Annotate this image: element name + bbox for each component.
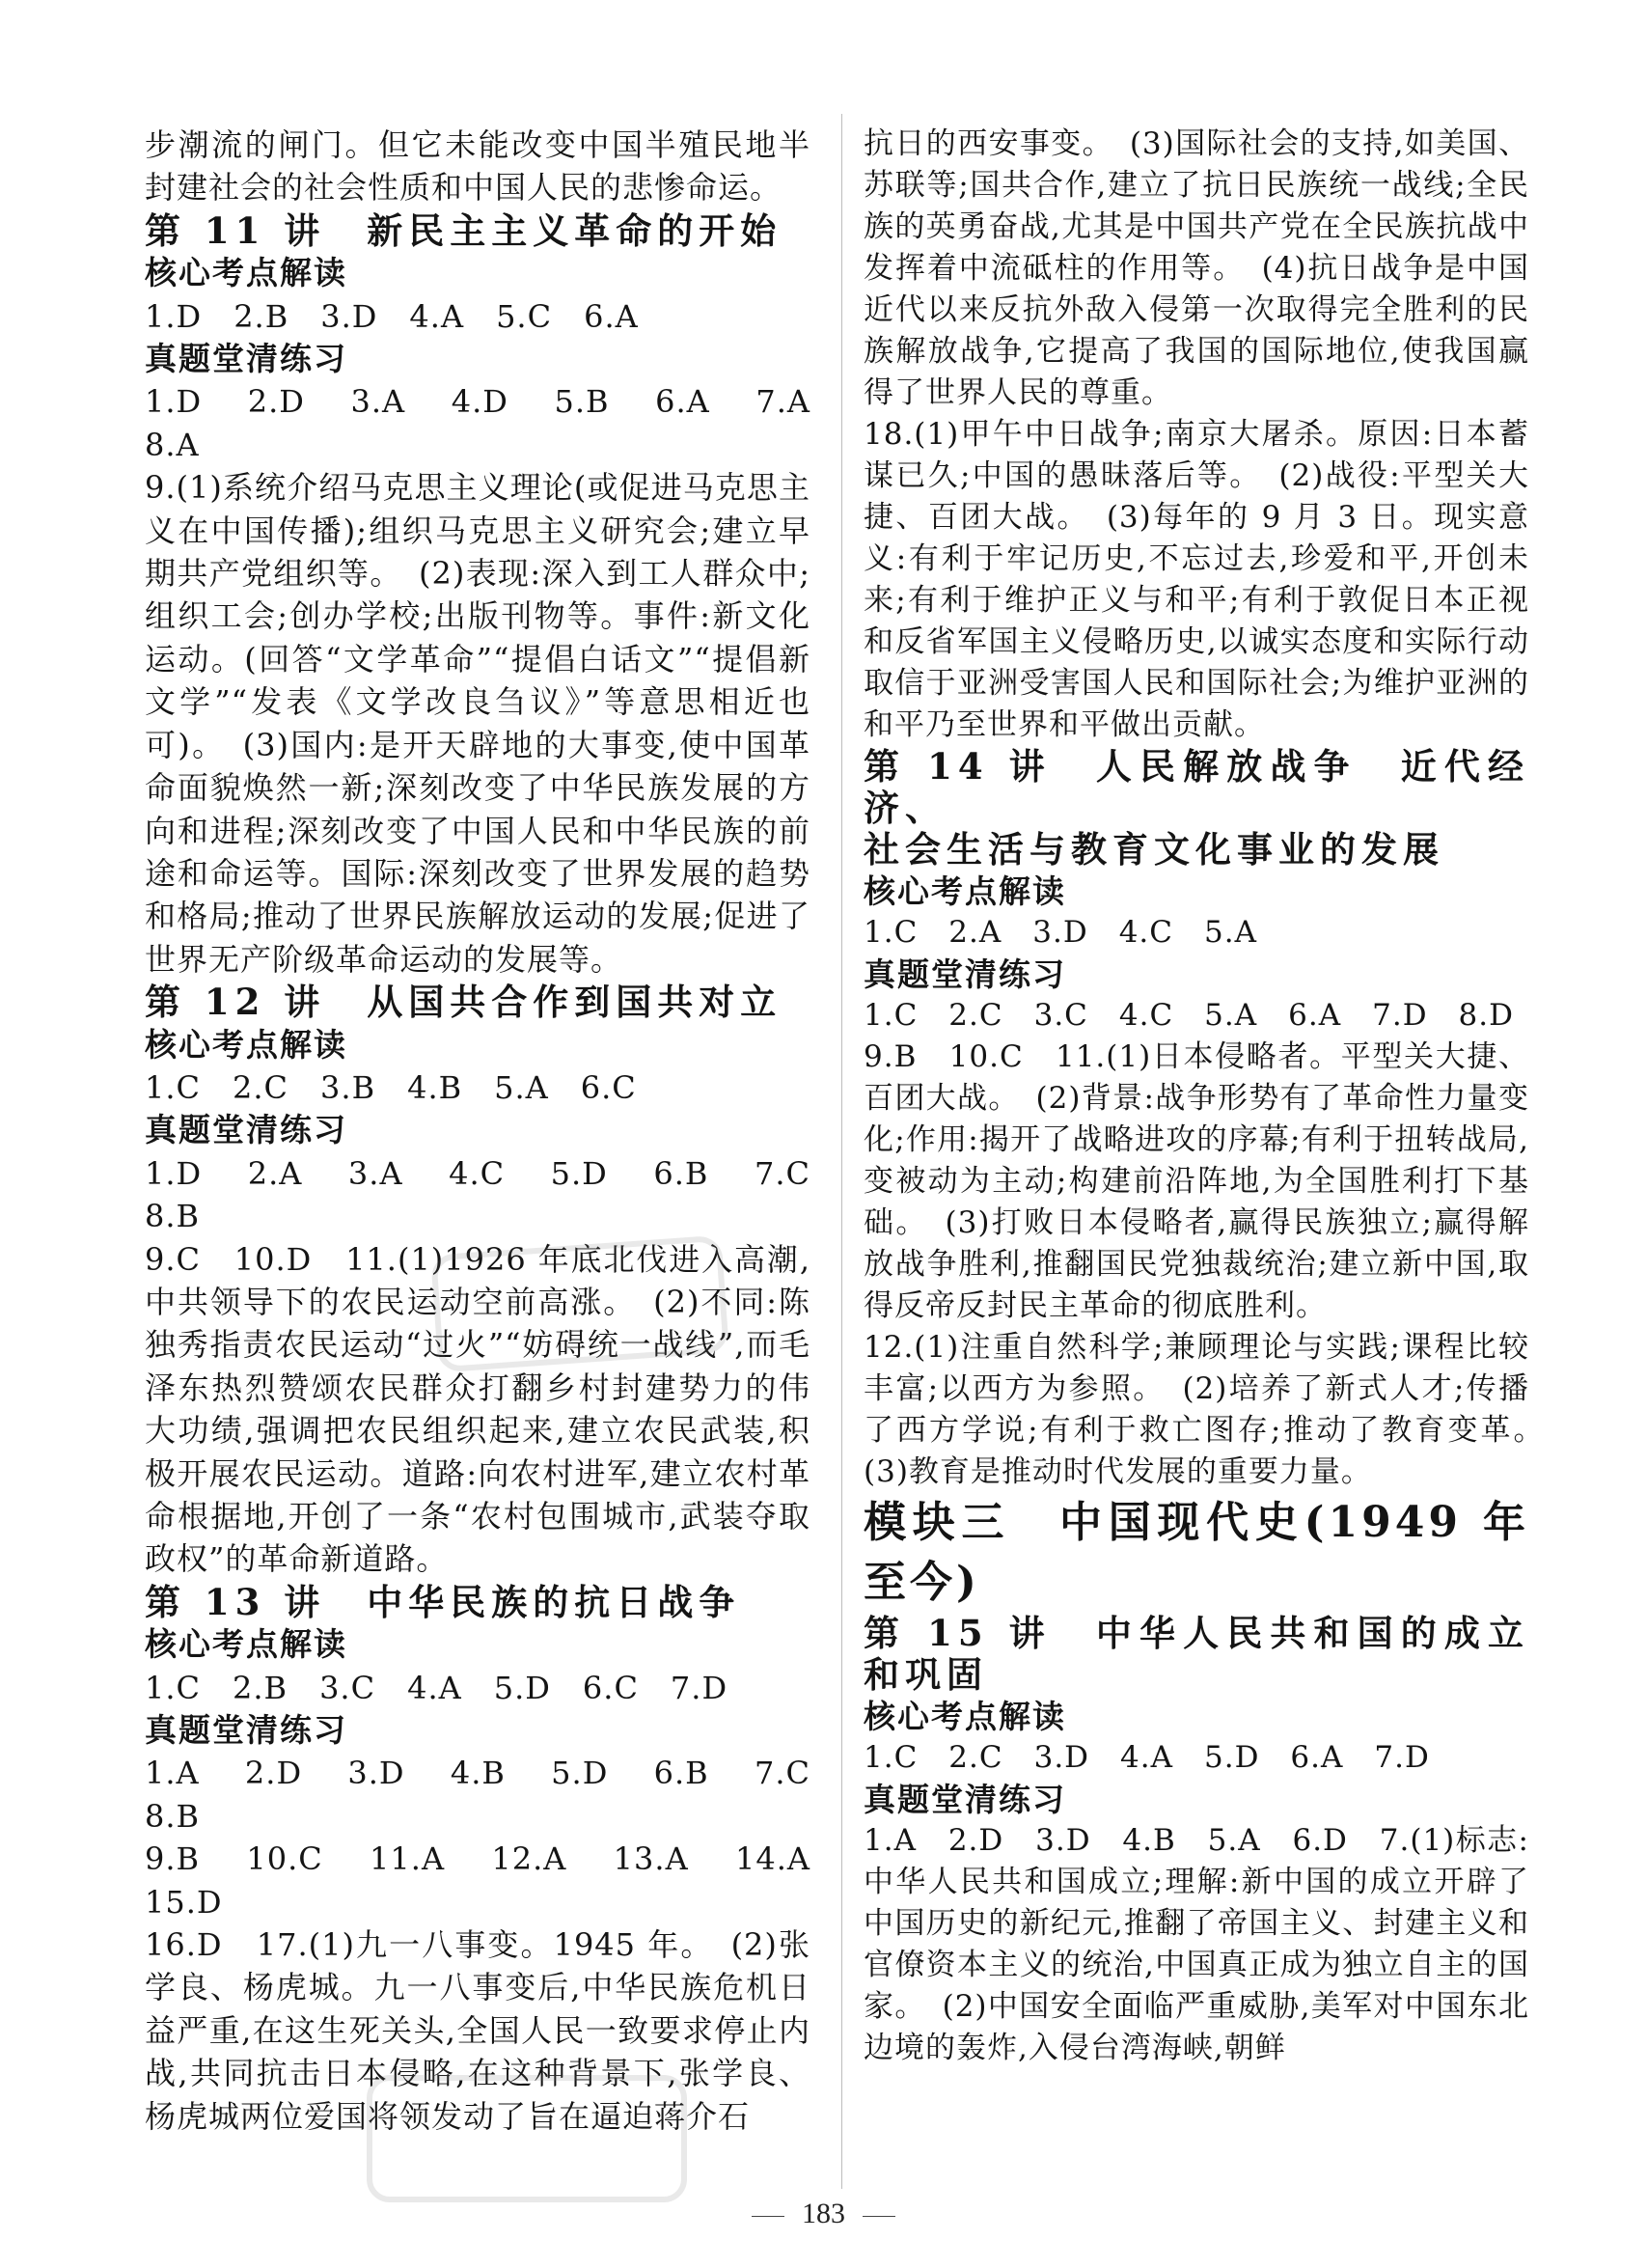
lecture-13-q16-17: 16.D 17.(1)九一八事变。1945 年。 (2)张学良、杨虎城。九一八事变后,中华民族危机日益严重,在这生死关头,全国人民一致要求停止内战,共同抗击日本侵略,在这种背景下,张学良、杨虎城两位爱国将领发动了旨在逼迫蒋介石 (145, 1926, 810, 2135)
column-divider (841, 114, 842, 2189)
module-3-title: 模块三 中国现代史(1949 年至今) (864, 1498, 1529, 1607)
lecture-11-q9: 9.(1)系统介绍马克思主义理论(或促进马克思主义在中国传播);组织马克思主义研究会;建立早期共产党组织等。 (2)表现:深入到工人群众中;组织工会;创办学校;出版刊物等。事件:新文化运动。(回答“文学革命”“提倡白话文”“提倡新文学”“发表《文学改良刍议》”等意思相近也可)。 (3)国内:是开天辟地的大事变,使中国革命面貌焕然一新;深刻改变了中华民族发展的方向和进程;深刻改变了中国人民和中华民族的前途和命运等。国际:深刻改变了世界发展的趋势和格局;推动了世界民族解放运动的发展;促进了世界无产阶级革命运动的发展等。 (145, 469, 810, 978)
lecture-13-practice-label: 真题堂清练习 (145, 1711, 347, 1750)
lecture-13-core-answers: 1.C 2.B 3.C 4.A 5.D 6.C 7.D (145, 1669, 728, 1706)
lecture-14-q9-11: 9.B 10.C 11.(1)日本侵略者。平型关大捷、百团大战。 (2)背景:战争形势有了革命性力量变化;作用:揭开了战略进攻的序幕;有利于扭转战局,变被动为主动;构建前沿阵地,为全国胜利打下基础。 (3)打败日本侵略者,赢得民族独立;赢得解放战争胜利,推翻国民党独裁统治;建立新中国,取得反帝反封民主革命的彻底胜利。 (864, 1039, 1529, 1323)
lecture-11-practice-answers: 1.D 2.D 3.A 4.D 5.B 6.A 7.A 8.A (145, 383, 843, 463)
page-number-dash-left (752, 2216, 784, 2217)
lecture-11-core-answers: 1.D 2.B 3.D 4.A 5.C 6.A (145, 297, 639, 335)
page-number-dash-right (863, 2216, 895, 2217)
lecture-11-title: 第 11 讲 新民主主义革命的开始 (145, 208, 782, 252)
lecture-12-practice-label: 真题堂清练习 (145, 1111, 347, 1149)
lecture-11-core-label: 核心考点解读 (145, 254, 347, 292)
right-column (864, 124, 1560, 2069)
lecture-14-title-line2: 社会生活与教育文化事业的发展 (864, 828, 1444, 871)
lecture-15-title: 第 15 讲 中华人民共和国的成立和巩固 (864, 1612, 1529, 1696)
lecture-14-core-label: 核心考点解读 (864, 872, 1066, 910)
lecture-15-core-answers: 1.C 2.C 3.D 4.A 5.D 6.A 7.D (864, 1740, 1430, 1775)
page-number-value: 183 (802, 2198, 845, 2229)
lecture-12-practice-answers: 1.D 2.A 3.A 4.C 5.D 6.B 7.C 8.B (145, 1154, 843, 1235)
lecture-13-continued: 抗日的西安事变。 (3)国际社会的支持,如美国、苏联等;国共合作,建立了抗日民族统一战线;全民族的英勇奋战,尤其是中国共产党在全民族抗战中发挥着中流砥柱的作用等。 (4)抗日战争是中国近代以来反抗外敌入侵第一次取得完全胜利的民族解放战争,它提高了我国的国际地位,使我国赢得了世界人民的尊重。 (864, 126, 1529, 410)
lecture-14-practice-label: 真题堂清练习 (864, 955, 1066, 993)
lecture-13-core-label: 核心考点解读 (145, 1625, 347, 1664)
lecture-14-q12: 12.(1)注重自然科学;兼顾理论与实践;课程比较丰富;以西方为参照。 (2)培养了新式人才;传播了西方学说;有利于救亡图存;推动了教育变革。 (3)教育是推动时代发展的重要力量。 (864, 1330, 1560, 1489)
page-number (0, 2198, 1647, 2230)
lecture-11-practice-label: 真题堂清练习 (145, 340, 347, 378)
intro-paragraph: 步潮流的闸门。但它未能改变中国半殖民地半封建社会的社会性质和中国人民的悲惨命运。 (145, 126, 810, 207)
lecture-12-core-label: 核心考点解读 (145, 1025, 347, 1064)
lecture-13-practice-answers-2: 9.B 10.C 11.A 12.A 13.A 14.A 15.D (145, 1840, 843, 1921)
lecture-12-title: 第 12 讲 从国共合作到国共对立 (145, 981, 782, 1024)
lecture-14-practice-answers: 1.C 2.C 3.C 4.C 5.A 6.A 7.D 8.D (864, 998, 1514, 1033)
lecture-15-core-label: 核心考点解读 (864, 1698, 1066, 1735)
lecture-15-q1-7: 1.A 2.D 3.D 4.B 5.A 6.D 7.(1)标志:中华人民共和国成立;理解:新中国的成立开辟了中国历史的新纪元,推翻了帝国主义、封建主义和官僚资本主义的统治,中国真正成为独立自主的国家。 (2)中国安全面临严重威胁,美军对中国东北边境的轰炸,入侵台湾海峡,朝鲜 (864, 1823, 1529, 2065)
left-column (145, 124, 843, 2138)
lecture-12-q9-11: 9.C 10.D 11.(1)1926 年底北伐进入高潮,中共领导下的农民运动空前高涨。 (2)不同:陈独秀指责农民运动“过火”“妨碍统一战线”,而毛泽东热烈赞颂农民群众打翻乡村封建势力的伟大功绩,强调把农民组织起来,建立农民武装,积极开展农民运动。道路:向农村进军,建立农村革命根据地,开创了一条“农村包围城市,武装夺取政权”的革命新道路。 (145, 1240, 810, 1578)
lecture-14-core-answers: 1.C 2.A 3.D 4.C 5.A (864, 915, 1257, 950)
lecture-13-q18: 18.(1)甲午中日战争;南京大屠杀。原因:日本蓄谋已久;中国的愚昧落后等。 (2)战役:平型关大捷、百团大战。 (3)每年的 9 月 3 日。现实意义:有利于牢记历史,不忘过去,珍爱和平,开创未来;有利于维护正义与和平;有利于敦促日本正视和反省军国主义侵略历史,以诚实态度和实际行动取信于亚洲受害国人民和国际社会;为维护亚洲的和平乃至世界和平做出贡献。 (864, 417, 1529, 742)
lecture-13-practice-answers-1: 1.A 2.D 3.D 4.B 5.D 6.B 7.C 8.B (145, 1755, 843, 1835)
lecture-14-title-line1: 第 14 讲 人民解放战争 近代经济、 (864, 745, 1529, 829)
lecture-12-core-answers: 1.C 2.C 3.B 4.B 5.A 6.C (145, 1068, 637, 1106)
lecture-15-practice-label: 真题堂清练习 (864, 1781, 1066, 1818)
lecture-13-title: 第 13 讲 中华民族的抗日战争 (145, 1580, 741, 1623)
